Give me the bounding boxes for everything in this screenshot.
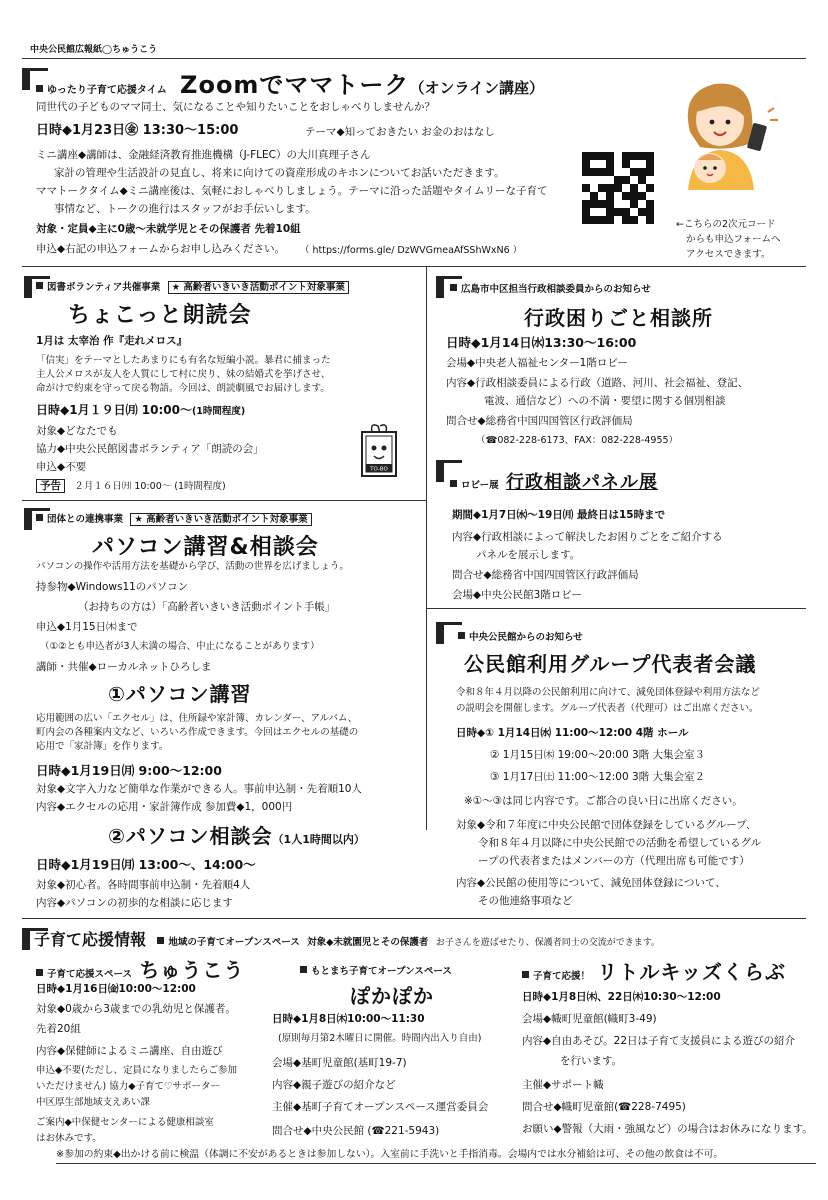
panel-tag: ロビー展	[461, 480, 499, 491]
pc-consult-content: 内容◆パソコンの初歩的な相談に応じます	[36, 897, 233, 909]
zoom-intro: 同世代の子どものママ同士、気になることや知りたいことをおしゃべりしませんか？	[36, 101, 435, 113]
zoom-tag: ゆったり子育て応援タイム	[47, 85, 167, 96]
c1-title: ちゅうこう	[139, 958, 245, 982]
zoom-target: 対象・定員◆主に0歳～未就学児とその保護者 先着10組	[36, 223, 301, 235]
zoom-mini2: 家計の管理や生活設計の見直し、将来に向けての資産形成のキホンについてお話いただきます。	[54, 167, 505, 179]
panel-place: 会場◆中央公民館3階ロビー	[452, 589, 582, 601]
zoom-talk1: ママトークタイム◆ミニ講座後は、気軽におしゃべりしましょう。テーマに沿った話題やタイムリーな子育て	[36, 185, 548, 197]
panel-content-2: パネルを展示します。	[476, 549, 581, 561]
kids-sub-tag: 地域の子育てオープンスペース	[168, 937, 300, 948]
c1-info-2: はお休みです。	[36, 1133, 102, 1144]
c1-tag: 子育て応援スペース	[47, 969, 133, 980]
zoom-mini1: ミニ講座◆講師は、金融経済教育推進機構（J-FLEC）の大川真理子さん	[36, 149, 371, 161]
pc-course-desc-2: 町内会の各種案内文など、いろいろ作成できます。今回はエクセルの基礎の	[36, 727, 359, 738]
c3-contact: 問合せ◆幟町児童館(☎228-7495)	[522, 1101, 686, 1113]
reading-date: 日時◆1月１９日㈪ 10:00～	[36, 403, 192, 417]
book-mascot-icon	[356, 418, 404, 484]
c2-place: 会場◆基町児童館(基町19-7)	[272, 1057, 407, 1069]
pc-apply: 申込◆1月15日㈭まで	[36, 621, 138, 633]
c3-content-2: を行います。	[560, 1055, 623, 1067]
qr-note-2: からも申込フォームへ	[686, 234, 781, 245]
pc-course-title: ①パソコン講習	[108, 682, 252, 706]
admin-content-2: 電波、通信など）への不満・要望に関する個別相談	[484, 395, 726, 407]
admin-contact: 問合せ◆総務省中国四国管区行政評価局	[446, 415, 633, 427]
pc-course-desc-3: 応用で「家計簿」を作ります。	[36, 741, 169, 752]
c3-tag: 子育て応援！	[533, 971, 591, 982]
pc-course-content: 内容◆エクセルの応用・家計簿作成 参加費◆1，000円	[36, 801, 293, 813]
c2-host: 主催◆基町子育てオープンスペース運営委員会	[272, 1101, 489, 1113]
pc-intro: パソコンの操作や活用方法を基礎から学び、活動の世界を広げましょう。	[36, 561, 349, 572]
c2-content: 内容◆親子遊びの紹介など	[272, 1079, 396, 1091]
panel-content-1: 内容◆行政相談によって解決したお困りごとをご紹介する	[452, 531, 723, 543]
c1-apply-2: いただけません) 協力◆子育て♡サポーター	[36, 1081, 221, 1092]
group-intro-1: 令和８年４月以降の公民館利用に向けて、減免団体登録や利用方法など	[456, 687, 760, 698]
reading-date-note: (1時間程度)	[191, 406, 246, 417]
zoom-talk2: 事情など、トークの進行はスタッフがお手伝いします。	[54, 203, 316, 215]
c3-content-1: 内容◆自由あそび。22日は子育て支援員による遊びの紹介	[522, 1035, 796, 1047]
admin-tag: 広島市中区担当行政相談委員からのお知らせ	[461, 284, 651, 295]
reading-desc-3: 命がけで約束を守って戻る物語。今回は、朗読劇風でお届けします。	[36, 383, 330, 394]
reading-apply: 申込◆不要	[36, 461, 87, 473]
admin-content-1: 内容◆行政相談委員による行政（道路、河川、社会福祉、登記、	[446, 377, 749, 389]
group-target-1: 対象◆令和７年度に中央公民館で団体登録をしているグループ、	[456, 819, 757, 831]
reading-tag: 図書ボランティア共催事業	[47, 282, 161, 293]
c2-date: 日時◆1月8日㈭10:00～11:30	[272, 1013, 425, 1025]
panel-contact: 問合せ◆総務省中国四国管区行政評価局	[452, 569, 639, 581]
panel-period: 期間◆1月7日㈬～19日㈪ 最終日は15時まで	[452, 509, 666, 521]
pc-consult-target: 対象◆初心者。各時間事前申込制・先着順4人	[36, 879, 251, 891]
group-tag: 中央公民館からのお知らせ	[469, 632, 583, 643]
pc-tag: 団体との連携事業	[47, 514, 124, 525]
mother-with-baby-icon	[670, 72, 780, 192]
pc-title: パソコン講習&相談会	[92, 535, 319, 560]
group-intro-2: の説明会を開催します。グループ代表者（代理可）はご出席ください。	[456, 703, 759, 714]
pc-bring-2: （お持ちの方は）「高齢者いきいき活動ポイント手帳」	[78, 601, 336, 613]
group-date-1: 日時◆① 1月14日㈬ 11:00～12:00 4階 ホール	[456, 727, 689, 739]
pc-apply-note: （①②とも申込者が3人未満の場合、中止になることがあります）	[40, 641, 320, 652]
book-mascot-label: TO-BO	[370, 466, 388, 473]
qr-code-icon[interactable]	[582, 152, 654, 224]
reading-desc-1: 「信実」をテーマとしたあまりにも有名な短編小説。暴君に捕まった	[36, 355, 331, 366]
c2-contact: 問合せ◆中央公民館 (☎221-5943)	[272, 1125, 440, 1137]
reading-coop: 協力◆中央公民館図書ボランティア「朗読の会」	[36, 443, 264, 455]
c3-title: リトルキッズくらぶ	[597, 960, 786, 984]
c3-host: 主催◆サポート幟	[522, 1079, 604, 1091]
group-target-3: ープの代表者またはメンバーの方（代理出席も可能です）	[478, 855, 750, 867]
c1-target-2: 先着20組	[36, 1023, 81, 1035]
group-title: 公民館利用グループ代表者会議	[464, 652, 757, 676]
c2-date-note: (原則毎月第2木曜日に開催。時間内出入り自由)	[278, 1033, 482, 1044]
admin-title: 行政困りごと相談所	[524, 306, 713, 330]
qr-note-3: アクセスできます。	[686, 249, 771, 260]
qr-note-1: ←こちらの2次元コード	[676, 219, 776, 230]
zoom-form-url[interactable]: （ https://forms.gle/ DzWVGmeaAfSShWxN6 ）	[300, 245, 523, 256]
pc-badge: ★ 高齢者いきいき活動ポイント対象事業	[130, 513, 311, 526]
c1-info-1: ご案内◆中保健センターによる健康相談室	[36, 1117, 214, 1128]
zoom-date: 日時◆1月23日㊎ 13:30～15:00	[36, 123, 239, 138]
kids-sub-target: 対象◆未就園児とその保護者	[307, 937, 429, 948]
pc-bring-1: 持参物◆Windows11のパソコン	[36, 581, 189, 593]
reading-next: ２月１６日㈪ 10:00～ (1時間程度)	[74, 481, 226, 492]
group-content-2: その他連絡事項など	[478, 895, 573, 907]
c2-title: ぽかぽか	[350, 984, 434, 1008]
pc-course-desc-1: 応用範囲の広い「エクセル」は、住所録や家計簿、カレンダー、アルバム、	[36, 713, 358, 724]
c3-request: お願い◆警報（大雨・強風など）の場合はお休みになります。	[522, 1123, 813, 1135]
pc-consult-note: （1人1時間以内）	[272, 833, 365, 846]
c1-date: 日時◆1月16日㈮10:00～12:00	[36, 983, 196, 995]
admin-tel: （☎082-228-6173、FAX：082-228-4955）	[476, 435, 679, 446]
c1-content: 内容◆保健師によるミニ講座、自由遊び	[36, 1045, 223, 1057]
c3-date: 日時◆1月8日㈭、22日㈭10:30～12:00	[522, 991, 721, 1003]
kids-title: 子育て応援情報	[34, 930, 147, 949]
zoom-title: Zoomでママトーク	[180, 71, 410, 99]
reading-target: 対象◆どなたでも	[36, 425, 118, 437]
group-note: ※①～③は同じ内容です。ご都合の良い日に出席ください。	[464, 795, 743, 807]
zoom-theme: テーマ◆知っておきたい お金のおはなし	[305, 126, 495, 138]
newsletter-label: 中央公民館広報紙◯ちゅうこう	[30, 45, 158, 55]
reading-badge: ★ 高齢者いきいき活動ポイント対象事業	[168, 281, 349, 294]
c1-target-1: 対象◆0歳から3歳までの乳幼児と保護者。	[36, 1003, 236, 1015]
pc-consult-date: 日時◆1月19日㈪ 13:00～、14:00～	[36, 857, 256, 872]
pc-consult-title: ②パソコン相談会	[108, 824, 273, 848]
group-date-3: ③ 1月17日㈯ 11:00～12:00 3階 大集会室２	[490, 771, 706, 783]
c1-apply-1: 申込◆不要(ただし、定員になりましたらご参加	[36, 1065, 238, 1076]
reading-next-label: 予告	[36, 479, 65, 493]
kids-sub-desc: お子さんを遊ばせたり、保護者同士の交流ができます。	[435, 938, 661, 948]
group-target-2: 令和８年４月以降に中央公民館での活動を希望しているグル	[478, 837, 762, 849]
c1-apply-3: 中区厚生部地域支えあい課	[36, 1097, 151, 1108]
admin-place: 会場◆中央老人福祉センター1階ロビー	[446, 357, 628, 369]
reading-work: 1月は 太宰治 作『走れメロス』	[36, 335, 188, 347]
reading-desc-2: 主人公メロスが友人を人質にして村に戻り、妹の結婚式を挙げさせ、	[36, 369, 331, 380]
pc-lecturer: 講師・共催◆ローカルネットひろしま	[36, 661, 212, 673]
c3-place: 会場◆幟町児童館(幟町3-49)	[522, 1013, 657, 1025]
panel-title: 行政相談パネル展	[505, 472, 658, 493]
pc-course-date: 日時◆1月19日㈪ 9:00～12:00	[36, 763, 222, 778]
c2-tag: もとまち子育てオープンスペース	[311, 966, 452, 977]
zoom-apply: 申込◆右記の申込フォームからお申し込みください。	[36, 243, 286, 255]
group-content-1: 内容◆公民館の使用等について、減免団体登録について、	[456, 877, 726, 889]
kids-footer: ※参加の約束◆出かける前に検温（体調に不安があるときは参加しない）。入室前に手洗いと手指消毒。会場内では水分補給は可、その他の飲食は不可。	[56, 1149, 724, 1160]
group-date-2: ② 1月15日㈭ 19:00～20:00 3階 大集会室３	[490, 749, 706, 761]
pc-course-target: 対象◆文字入力など簡単な作業ができる人。事前申込制・先着順10人	[36, 783, 362, 795]
reading-title: ちょこっと朗読会	[68, 303, 252, 328]
admin-date: 日時◆1月14日㈬13:30～16:00	[446, 335, 637, 350]
zoom-title-suffix: （オンライン講座）	[409, 79, 544, 97]
